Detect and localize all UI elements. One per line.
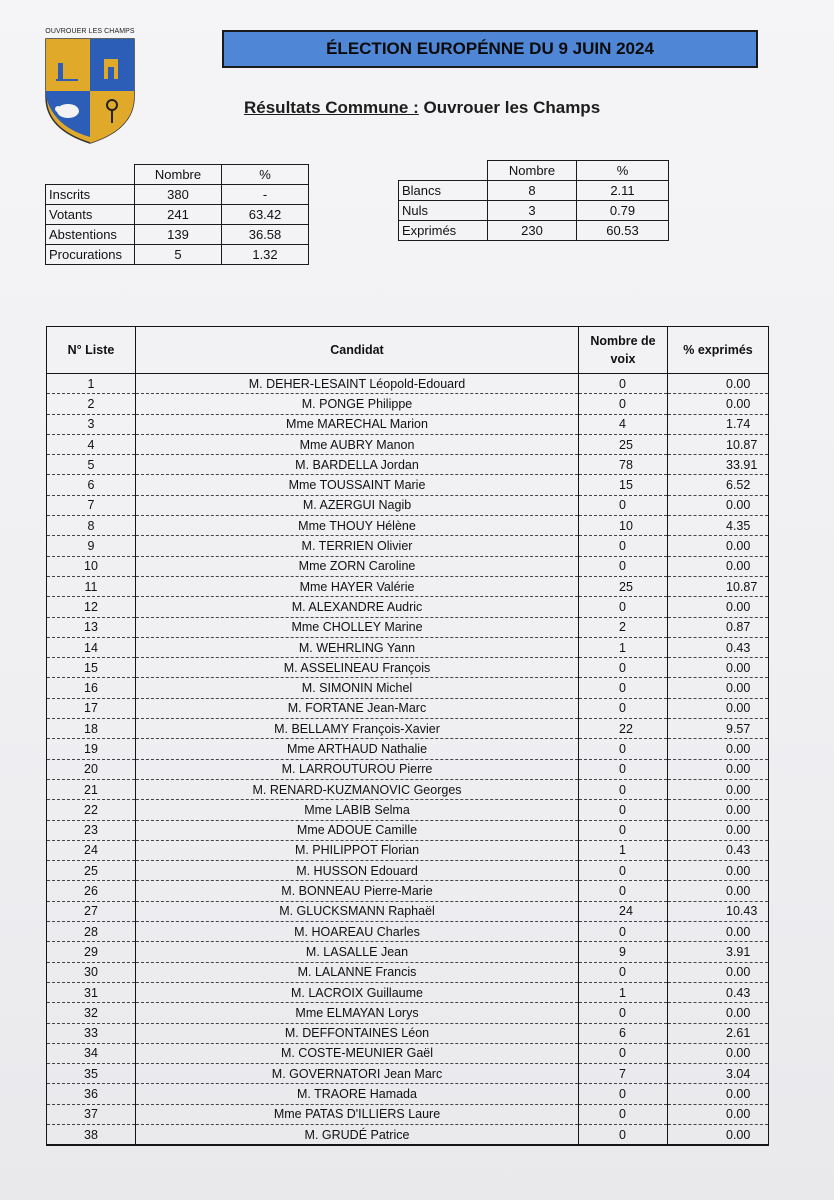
votes-cell: 24 <box>579 901 668 921</box>
percent-cell: 0.00 <box>668 779 769 799</box>
votes-cell: 0 <box>579 394 668 414</box>
votes-cell: 78 <box>579 455 668 475</box>
row-count: 139 <box>135 225 222 245</box>
percent-cell: 0.00 <box>668 536 769 556</box>
row-label: Blancs <box>399 181 488 201</box>
list-number-cell: 29 <box>47 942 136 962</box>
candidate-cell: Mme ARTHAUD Nathalie <box>136 739 579 759</box>
percent-cell: 9.57 <box>668 719 769 739</box>
header-votes-line2: voix <box>610 352 636 366</box>
table-row <box>47 1003 769 1023</box>
votes-cell: 0 <box>579 1084 668 1104</box>
candidate-cell: M. DEFFONTAINES Léon <box>136 1023 579 1043</box>
list-number-cell: 35 <box>47 1064 136 1084</box>
table-row <box>47 516 769 536</box>
table-row <box>47 1064 769 1084</box>
candidate-cell: M. RENARD-KUZMANOVIC Georges <box>136 779 579 799</box>
percent-cell: 0.43 <box>668 637 769 657</box>
candidate-cell: M. WEHRLING Yann <box>136 637 579 657</box>
blank-cell <box>399 161 488 181</box>
header-votes <box>579 327 668 374</box>
percent-cell: 2.61 <box>668 1023 769 1043</box>
coat-of-arms-icon <box>44 37 136 145</box>
list-number-cell: 18 <box>47 719 136 739</box>
candidate-cell: Mme ZORN Caroline <box>136 556 579 576</box>
percent-cell: 0.00 <box>668 861 769 881</box>
participation-table <box>45 164 309 265</box>
table-row <box>47 901 769 921</box>
percent-cell: 0.00 <box>668 374 769 394</box>
votes-cell: 0 <box>579 881 668 901</box>
table-row <box>47 658 769 678</box>
table-row <box>47 922 769 942</box>
table-row <box>47 942 769 962</box>
votes-cell: 0 <box>579 1043 668 1063</box>
row-count: 241 <box>135 205 222 225</box>
table-row <box>399 221 669 241</box>
percent-cell: 0.43 <box>668 840 769 860</box>
table-row <box>47 475 769 495</box>
percent-cell: 0.00 <box>668 1003 769 1023</box>
list-number-cell: 19 <box>47 739 136 759</box>
row-percent: 1.32 <box>222 245 309 265</box>
header-list-number: N° Liste <box>47 327 136 374</box>
percent-cell: 4.35 <box>668 516 769 536</box>
row-count: 8 <box>488 181 577 201</box>
percent-cell: 0.43 <box>668 982 769 1002</box>
table-row <box>47 637 769 657</box>
header-votes-line1: Nombre de <box>590 334 656 348</box>
table-row <box>46 245 309 265</box>
candidate-cell: M. GRUDÉ Patrice <box>136 1124 579 1145</box>
candidate-cell: M. TRAORE Hamada <box>136 1084 579 1104</box>
table-row <box>47 1124 769 1145</box>
row-label: Votants <box>46 205 135 225</box>
column-header: % <box>222 165 309 185</box>
list-number-cell: 22 <box>47 800 136 820</box>
percent-cell: 0.00 <box>668 698 769 718</box>
list-number-cell: 10 <box>47 556 136 576</box>
candidate-cell: Mme THOUY Hélène <box>136 516 579 536</box>
candidate-cell: M. HOAREAU Charles <box>136 922 579 942</box>
candidate-cell: Mme HAYER Valérie <box>136 576 579 596</box>
candidate-cell: Mme TOUSSAINT Marie <box>136 475 579 495</box>
row-label: Inscrits <box>46 185 135 205</box>
candidate-cell: Mme PATAS D'ILLIERS Laure <box>136 1104 579 1124</box>
row-percent: 2.11 <box>577 181 669 201</box>
candidate-cell: M. BELLAMY François-Xavier <box>136 719 579 739</box>
table-row <box>47 617 769 637</box>
list-number-cell: 30 <box>47 962 136 982</box>
percent-cell: 1.74 <box>668 414 769 434</box>
percent-cell: 0.00 <box>668 739 769 759</box>
subtitle-commune: Ouvrouer les Champs <box>423 98 601 117</box>
percent-cell: 6.52 <box>668 475 769 495</box>
list-number-cell: 38 <box>47 1124 136 1145</box>
votes-cell: 0 <box>579 597 668 617</box>
percent-cell: 3.91 <box>668 942 769 962</box>
votes-cell: 25 <box>579 576 668 596</box>
candidate-cell: M. PHILIPPOT Florian <box>136 840 579 860</box>
table-row <box>47 374 769 394</box>
list-number-cell: 7 <box>47 495 136 515</box>
table-row <box>399 181 669 201</box>
votes-cell: 0 <box>579 536 668 556</box>
percent-cell: 0.00 <box>668 678 769 698</box>
votes-cell: 1 <box>579 982 668 1002</box>
table-row <box>47 820 769 840</box>
row-label: Nuls <box>399 201 488 221</box>
percent-cell: 3.04 <box>668 1064 769 1084</box>
column-header: Nombre <box>488 161 577 181</box>
list-number-cell: 15 <box>47 658 136 678</box>
percent-cell: 0.00 <box>668 556 769 576</box>
logo-name: OUVROUER LES CHAMPS <box>45 28 135 35</box>
votes-cell: 0 <box>579 820 668 840</box>
percent-cell: 0.00 <box>668 800 769 820</box>
table-row <box>47 1084 769 1104</box>
list-number-cell: 1 <box>47 374 136 394</box>
row-percent: 63.42 <box>222 205 309 225</box>
row-count: 230 <box>488 221 577 241</box>
candidate-cell: M. DEHER-LESAINT Léopold-Edouard <box>136 374 579 394</box>
row-label: Exprimés <box>399 221 488 241</box>
row-count: 380 <box>135 185 222 205</box>
candidate-cell: M. ALEXANDRE Audric <box>136 597 579 617</box>
votes-cell: 10 <box>579 516 668 536</box>
votes-cell: 15 <box>579 475 668 495</box>
votes-cell: 9 <box>579 942 668 962</box>
votes-cell: 0 <box>579 678 668 698</box>
column-header: Nombre <box>135 165 222 185</box>
table-row <box>47 962 769 982</box>
list-number-cell: 17 <box>47 698 136 718</box>
table-row <box>399 201 669 221</box>
votes-cell: 7 <box>579 1064 668 1084</box>
votes-cell: 0 <box>579 658 668 678</box>
votes-cell: 6 <box>579 1023 668 1043</box>
percent-cell: 10.87 <box>668 434 769 454</box>
candidate-cell: M. TERRIEN Olivier <box>136 536 579 556</box>
list-number-cell: 6 <box>47 475 136 495</box>
candidate-cell: M. GOVERNATORI Jean Marc <box>136 1064 579 1084</box>
row-label: Procurations <box>46 245 135 265</box>
commune-logo <box>44 28 136 150</box>
votes-cell: 4 <box>579 414 668 434</box>
candidate-cell: Mme LABIB Selma <box>136 800 579 820</box>
table-row <box>47 556 769 576</box>
list-number-cell: 2 <box>47 394 136 414</box>
percent-cell: 0.00 <box>668 759 769 779</box>
votes-cell: 0 <box>579 1003 668 1023</box>
row-percent: 0.79 <box>577 201 669 221</box>
votes-cell: 0 <box>579 495 668 515</box>
candidate-cell: M. PONGE Philippe <box>136 394 579 414</box>
table-row <box>47 840 769 860</box>
list-number-cell: 26 <box>47 881 136 901</box>
table-row <box>47 576 769 596</box>
candidate-cell: M. HUSSON Edouard <box>136 861 579 881</box>
percent-cell: 33.91 <box>668 455 769 475</box>
candidate-cell: M. LALANNE Francis <box>136 962 579 982</box>
candidate-cell: Mme ADOUE Camille <box>136 820 579 840</box>
list-number-cell: 27 <box>47 901 136 921</box>
list-number-cell: 24 <box>47 840 136 860</box>
votes-cell: 1 <box>579 637 668 657</box>
list-number-cell: 13 <box>47 617 136 637</box>
table-row <box>47 1104 769 1124</box>
list-number-cell: 5 <box>47 455 136 475</box>
column-header: % <box>577 161 669 181</box>
votes-cell: 0 <box>579 861 668 881</box>
blank-cell <box>46 165 135 185</box>
votes-cell: 22 <box>579 719 668 739</box>
percent-cell: 0.00 <box>668 394 769 414</box>
results-table <box>46 326 769 1146</box>
candidate-cell: Mme ELMAYAN Lorys <box>136 1003 579 1023</box>
candidate-cell: M. LASALLE Jean <box>136 942 579 962</box>
votes-cell: 0 <box>579 922 668 942</box>
candidate-cell: M. LACROIX Guillaume <box>136 982 579 1002</box>
table-row <box>47 759 769 779</box>
table-row <box>47 881 769 901</box>
candidate-cell: M. BONNEAU Pierre-Marie <box>136 881 579 901</box>
list-number-cell: 21 <box>47 779 136 799</box>
results-body <box>47 374 769 1146</box>
percent-cell: 10.43 <box>668 901 769 921</box>
subtitle-label: Résultats Commune : <box>244 98 419 117</box>
page-subtitle <box>244 98 600 118</box>
table-row <box>46 185 309 205</box>
list-number-cell: 3 <box>47 414 136 434</box>
percent-cell: 0.00 <box>668 820 769 840</box>
table-row <box>47 982 769 1002</box>
row-count: 3 <box>488 201 577 221</box>
table-row <box>47 779 769 799</box>
votes-cell: 0 <box>579 374 668 394</box>
bulletins-table <box>398 160 669 241</box>
list-number-cell: 14 <box>47 637 136 657</box>
candidate-cell: M. COSTE-MEUNIER Gaël <box>136 1043 579 1063</box>
votes-cell: 2 <box>579 617 668 637</box>
percent-cell: 0.00 <box>668 1124 769 1145</box>
votes-cell: 0 <box>579 779 668 799</box>
header-candidate: Candidat <box>136 327 579 374</box>
table-row <box>47 719 769 739</box>
candidate-cell: M. ASSELINEAU François <box>136 658 579 678</box>
table-row <box>47 800 769 820</box>
list-number-cell: 8 <box>47 516 136 536</box>
list-number-cell: 33 <box>47 1023 136 1043</box>
votes-cell: 0 <box>579 800 668 820</box>
row-percent: 60.53 <box>577 221 669 241</box>
candidate-cell: M. BARDELLA Jordan <box>136 455 579 475</box>
list-number-cell: 31 <box>47 982 136 1002</box>
candidate-cell: M. SIMONIN Michel <box>136 678 579 698</box>
list-number-cell: 36 <box>47 1084 136 1104</box>
percent-cell: 0.00 <box>668 962 769 982</box>
candidate-cell: Mme AUBRY Manon <box>136 434 579 454</box>
table-row <box>47 1023 769 1043</box>
percent-cell: 0.00 <box>668 495 769 515</box>
row-count: 5 <box>135 245 222 265</box>
table-row <box>47 739 769 759</box>
table-row <box>47 455 769 475</box>
table-row <box>47 597 769 617</box>
list-number-cell: 9 <box>47 536 136 556</box>
list-number-cell: 28 <box>47 922 136 942</box>
table-row <box>47 536 769 556</box>
table-row <box>47 861 769 881</box>
candidate-cell: M. AZERGUI Nagib <box>136 495 579 515</box>
list-number-cell: 32 <box>47 1003 136 1023</box>
list-number-cell: 16 <box>47 678 136 698</box>
candidate-cell: M. LARROUTUROU Pierre <box>136 759 579 779</box>
table-row <box>47 698 769 718</box>
votes-cell: 0 <box>579 556 668 576</box>
percent-cell: 0.00 <box>668 1084 769 1104</box>
results-header-row <box>47 327 769 374</box>
percent-cell: 0.00 <box>668 922 769 942</box>
table-row <box>47 495 769 515</box>
percent-cell: 0.00 <box>668 1104 769 1124</box>
table-row <box>47 414 769 434</box>
table-row <box>47 434 769 454</box>
table-row <box>47 678 769 698</box>
candidate-cell: Mme MARECHAL Marion <box>136 414 579 434</box>
percent-cell: 0.00 <box>668 1043 769 1063</box>
votes-cell: 1 <box>579 840 668 860</box>
votes-cell: 25 <box>579 434 668 454</box>
row-label: Abstentions <box>46 225 135 245</box>
table-row <box>46 205 309 225</box>
list-number-cell: 11 <box>47 576 136 596</box>
votes-cell: 0 <box>579 962 668 982</box>
candidate-cell: Mme CHOLLEY Marine <box>136 617 579 637</box>
list-number-cell: 4 <box>47 434 136 454</box>
votes-cell: 0 <box>579 759 668 779</box>
candidate-cell: M. FORTANE Jean-Marc <box>136 698 579 718</box>
percent-cell: 0.00 <box>668 658 769 678</box>
header-percent: % exprimés <box>668 327 769 374</box>
votes-cell: 0 <box>579 1104 668 1124</box>
list-number-cell: 34 <box>47 1043 136 1063</box>
percent-cell: 10.87 <box>668 576 769 596</box>
row-percent: - <box>222 185 309 205</box>
list-number-cell: 12 <box>47 597 136 617</box>
row-percent: 36.58 <box>222 225 309 245</box>
percent-cell: 0.00 <box>668 881 769 901</box>
candidate-cell: M. GLUCKSMANN Raphaël <box>136 901 579 921</box>
votes-cell: 0 <box>579 739 668 759</box>
list-number-cell: 37 <box>47 1104 136 1124</box>
election-title-banner: ÉLECTION EUROPÉNNE DU 9 JUIN 2024 <box>222 30 758 68</box>
table-row <box>47 1043 769 1063</box>
table-row <box>46 225 309 245</box>
percent-cell: 0.87 <box>668 617 769 637</box>
percent-cell: 0.00 <box>668 597 769 617</box>
table-row <box>47 394 769 414</box>
votes-cell: 0 <box>579 698 668 718</box>
list-number-cell: 20 <box>47 759 136 779</box>
list-number-cell: 25 <box>47 861 136 881</box>
list-number-cell: 23 <box>47 820 136 840</box>
votes-cell: 0 <box>579 1124 668 1145</box>
